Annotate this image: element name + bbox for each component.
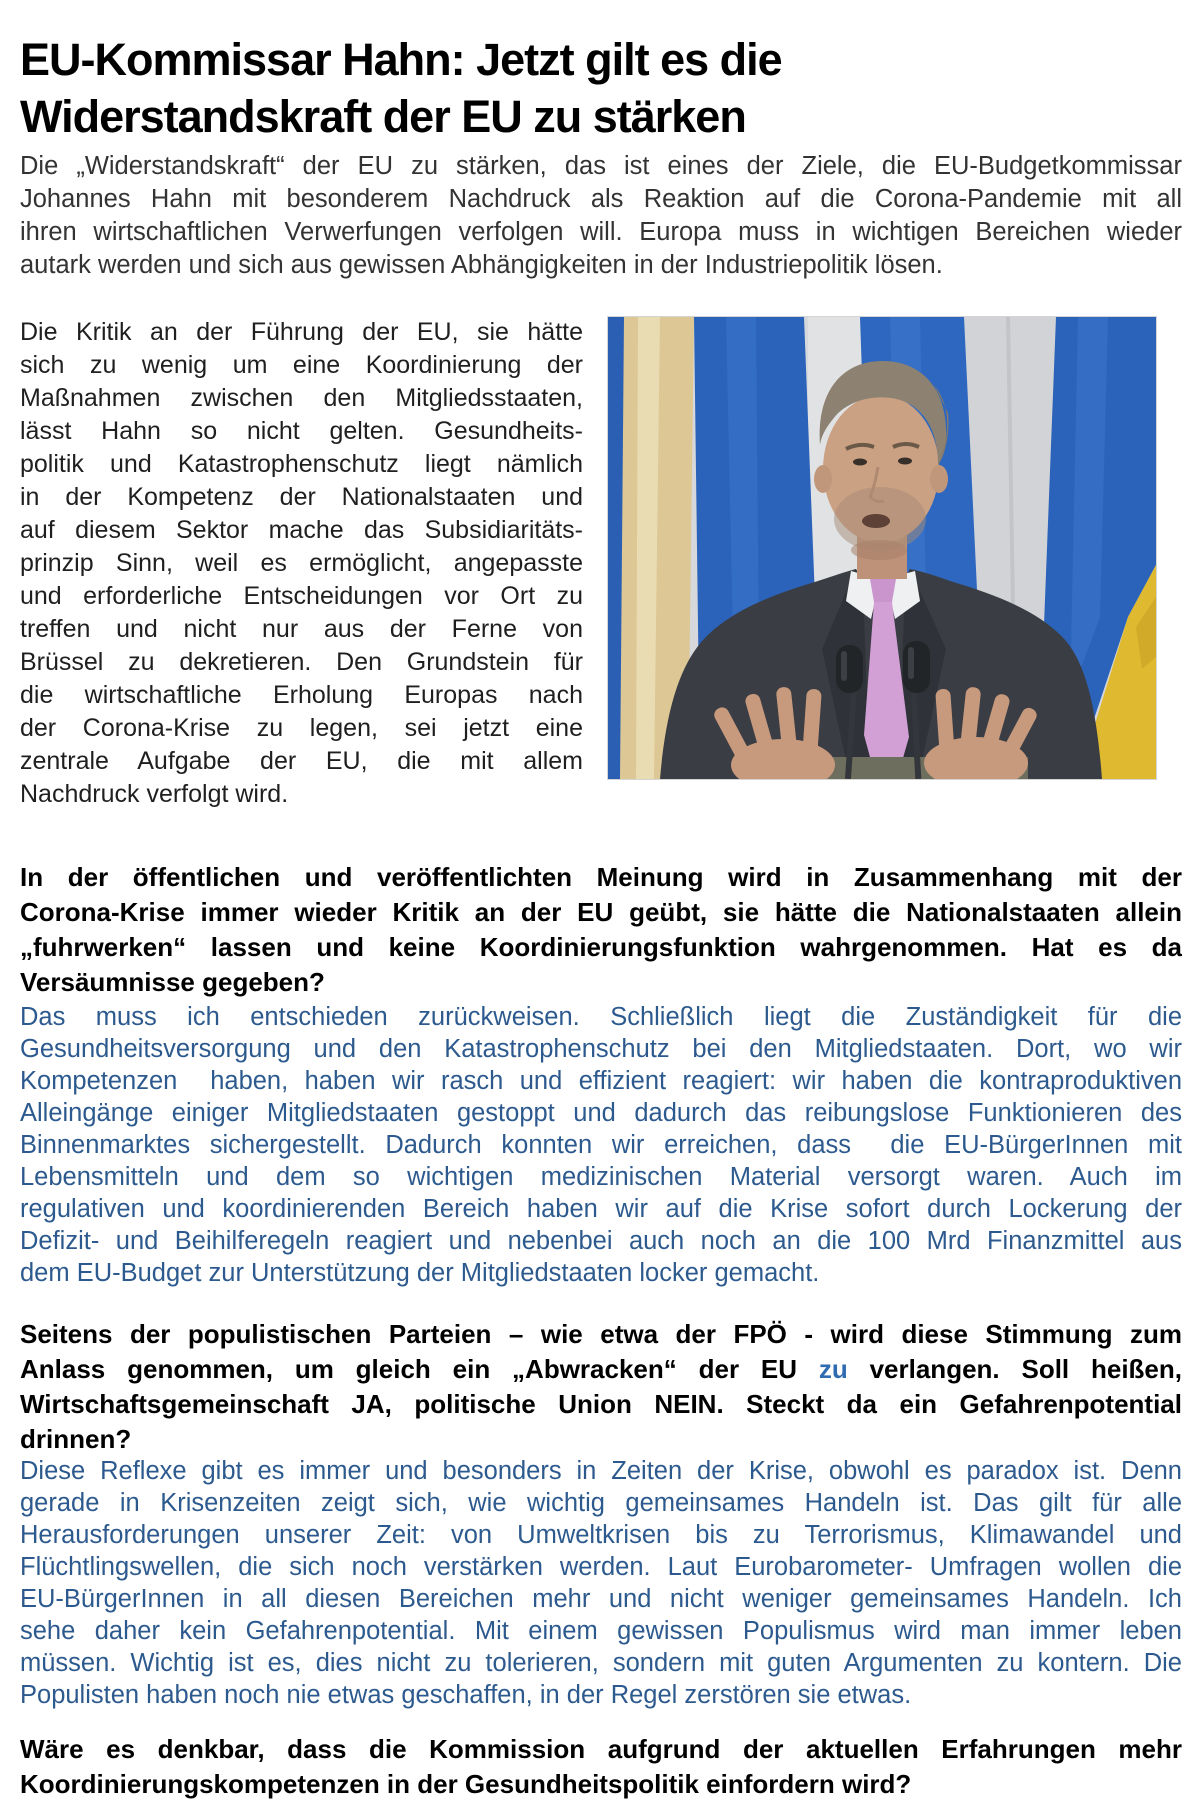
interview-question-3 xyxy=(20,1732,1182,1802)
microphone-left xyxy=(836,645,863,693)
text-line: Nachdruck verfolgt wird. xyxy=(20,780,289,808)
text-line: der Corona-Krise zu legen, sei jetzt eine xyxy=(20,714,583,742)
text-line: ihren wirtschaftlichen Verwerfungen verfolgen will. Europa muss in wichtigen Bereichen wieder xyxy=(20,218,1182,246)
text-segment: Anlass genommen, um gleich ein „Abwracken“ der EU xyxy=(20,1354,819,1384)
text-line: Wäre es denkbar, dass die Kommission aufgrund der aktuellen Erfahrungen mehr xyxy=(20,1734,1182,1764)
text-line: Die Kritik an der Führung der EU, sie hätte xyxy=(20,318,583,346)
text-line: dem EU-Budget zur Unterstützung der Mitgliedstaaten locker gemacht. xyxy=(20,1259,820,1287)
text-line xyxy=(20,1352,1182,1387)
text-line: drinnen? xyxy=(20,1424,132,1454)
interview-question-2 xyxy=(20,1317,1182,1457)
text-line: Wirtschaftsgemeinschaft JA, politische Union NEIN. Steckt da ein Gefahrenpotential xyxy=(20,1389,1182,1419)
text-line: prinzip Sinn, weil es ermöglicht, angepasste xyxy=(20,549,583,577)
interview-question-1 xyxy=(20,860,1182,1000)
text-segment: zu xyxy=(818,1354,848,1384)
text-line: Lebensmitteln und dem so wichtigen medizinischen Material versorgt waren. Auch im xyxy=(20,1163,1182,1191)
text-line: Flüchtlingswellen, die sich noch verstärken werden. Laut Eurobarometer- Umfragen wollen die xyxy=(20,1553,1182,1581)
text-line: Diese Reflexe gibt es immer und besonders in Zeiten der Krise, obwohl es paradox ist. Denn xyxy=(20,1457,1182,1485)
text-line: In der öffentlichen und veröffentlichten Meinung wird in Zusammenhang mit der xyxy=(20,862,1182,892)
text-line: EU-Kommissar Hahn: Jetzt gilt es die xyxy=(20,34,782,86)
article-headline xyxy=(20,31,1182,145)
interview-answer-2 xyxy=(20,1455,1182,1711)
text-segment: verlangen. Soll heißen, xyxy=(847,1354,1182,1384)
text-line: lässt Hahn so nicht gelten. Gesundheits- xyxy=(20,417,583,445)
text-line: autark werden und sich aus gewissen Abhängigkeiten in der Industriepolitik lösen. xyxy=(20,251,943,279)
eye-right xyxy=(898,458,912,465)
text-line: Johannes Hahn mit besonderem Nachdruck als Reaktion auf die Corona-Pandemie mit all xyxy=(20,185,1182,213)
text-line: Binnenmarktes sichergestellt. Dadurch konnten wir erreichen, dass die EU-BürgerInnen mit xyxy=(20,1131,1182,1159)
text-line: Corona-Krise immer wieder Kritik an der EU geübt, sie hätte die Nationalstaaten allein xyxy=(20,897,1182,927)
press-conference-photo xyxy=(608,317,1156,779)
text-line: regulativen und koordinierenden Bereich haben wir auf die Krise sofort durch Lockerung der xyxy=(20,1195,1182,1223)
article-photo xyxy=(607,316,1157,780)
text-line: Das muss ich entschieden zurückweisen. Schließlich liegt die Zuständigkeit für die xyxy=(20,1003,1182,1031)
text-line: und erforderliche Entscheidungen vor Ort zu xyxy=(20,582,583,610)
text-line: Gesundheitsversorgung und den Katastrophenschutz bei den Mitgliedstaaten. Dort, wo wir xyxy=(20,1035,1182,1063)
text-line: zentrale Aufgabe der EU, die mit allem xyxy=(20,747,583,775)
lead-paragraph xyxy=(20,150,1182,282)
text-line: Maßnahmen zwischen den Mitgliedsstaaten, xyxy=(20,384,583,412)
text-line: Populisten haben noch nie etwas geschaffen, in der Regel zerstören sie etwas. xyxy=(20,1681,912,1709)
text-line: Alleingänge einiger Mitgliedstaaten gestoppt und dadurch das reibungslose Funktionieren des xyxy=(20,1099,1182,1127)
body-left-column xyxy=(20,316,583,811)
text-line: Herausforderungen unserer Zeit: von Umweltkrisen bis zu Terrorismus, Klimawandel und xyxy=(20,1521,1182,1549)
text-line: Brüssel zu dekretieren. Den Grundstein für xyxy=(20,648,583,676)
text-line: Koordinierungskompetenzen in der Gesundheitspolitik einfordern wird? xyxy=(20,1769,912,1799)
tie-knot xyxy=(870,579,896,602)
text-line: Widerstandskraft der EU zu stärken xyxy=(20,91,746,143)
text-line: „fuhrwerken“ lassen und keine Koordinierungsfunktion wahrgenommen. Hat es da xyxy=(20,932,1182,962)
microphone-right xyxy=(903,641,930,693)
text-line: Versäumnisse gegeben? xyxy=(20,967,325,997)
text-line: Die „Widerstandskraft“ der EU zu stärken, das ist eines der Ziele, die EU-Budgetkommissar xyxy=(20,152,1182,180)
text-line: Seitens der populistischen Parteien – wie etwa der FPÖ - wird diese Stimmung zum xyxy=(20,1319,1182,1349)
text-line: sehe daher kein Gefahrenpotential. Mit einem gewissen Populismus wird man immer leben xyxy=(20,1617,1182,1645)
text-line: in der Kompetenz der Nationalstaaten und xyxy=(20,483,583,511)
text-line: treffen und nicht nur aus der Ferne von xyxy=(20,615,583,643)
eye-left xyxy=(853,459,867,466)
text-line: gerade in Krisenzeiten zeigt sich, wie wichtig gemeinsames Handeln ist. Das gilt für alle xyxy=(20,1489,1182,1517)
text-line: sich zu wenig um eine Koordinierung der xyxy=(20,351,583,379)
text-line: Defizit- und Beihilferegeln reagiert und nebenbei auch noch an die 100 Mrd Finanzmittel aus xyxy=(20,1227,1182,1255)
mouth xyxy=(862,514,890,528)
text-line: auf diesem Sektor mache das Subsidiaritäts- xyxy=(20,516,583,544)
text-line: müssen. Wichtig ist es, dies nicht zu tolerieren, sondern mit guten Argumenten zu kontern. Die xyxy=(20,1649,1182,1677)
text-line: EU-BürgerInnen in all diesen Bereichen mehr und nicht weniger gemeinsames Handeln. Ich xyxy=(20,1585,1182,1613)
text-line: politik und Katastrophenschutz liegt nämlich xyxy=(20,450,583,478)
text-line: die wirtschaftliche Erholung Europas nach xyxy=(20,681,583,709)
text-line: Kompetenzen haben, haben wir rasch und effizient reagiert: wir haben die kontraproduktiven xyxy=(20,1067,1182,1095)
interview-answer-1 xyxy=(20,1001,1182,1289)
